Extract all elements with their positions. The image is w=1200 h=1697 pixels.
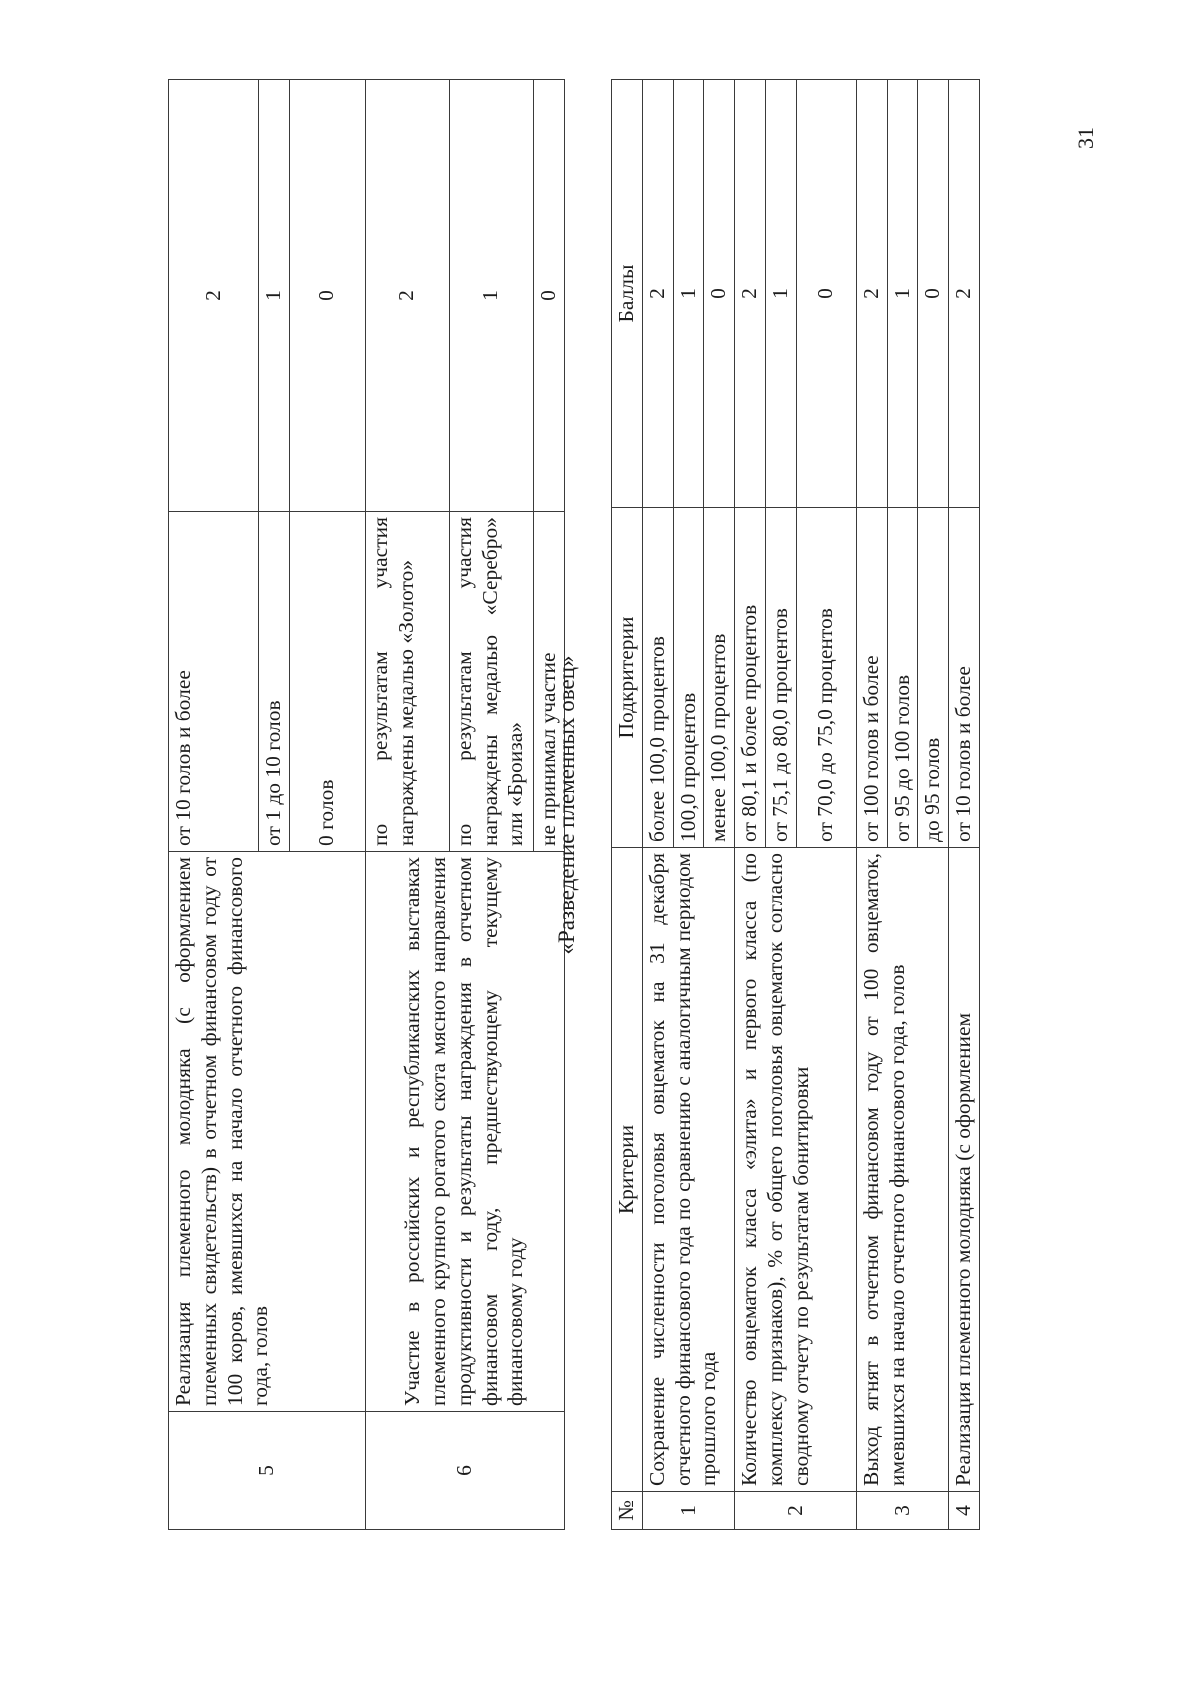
sheep-criteria-table (611, 79, 980, 1530)
criterion-text: Выход ягнят в отчетном финансовом году от 100 овцематок, имевшихся на начало отчетного финансового года, голов (856, 848, 948, 1492)
row-number: 5 (169, 1412, 366, 1530)
subcriterion-text: до 95 голов (918, 508, 949, 848)
row-number: 1 (642, 1492, 734, 1530)
score-value: 1 (449, 80, 533, 512)
rotated-page-content (168, 30, 1168, 1530)
score-value: 2 (642, 80, 673, 508)
criterion-text: Реализация племенного молодняка (с оформлением (949, 848, 980, 1492)
row-number: 4 (949, 1492, 980, 1530)
criterion-text: Участие в российских и республиканских выставках племенного крупного рогатого скота мясного направления продуктивности и результаты награждения в отчетном финансовом году, предшествующему текущему финансовому году (365, 852, 564, 1412)
score-value: 0 (533, 80, 564, 512)
page-number: 31 (1073, 127, 1098, 149)
row-number: 3 (856, 1492, 948, 1530)
row-number: 2 (735, 1492, 857, 1530)
subcriterion-text: от 95 до 100 голов (887, 508, 918, 848)
table-row (735, 80, 766, 1530)
criterion-text: Количество овцематок класса «элита» и первого класса (по комплексу признаков), % от общего поголовья овцематок согласно сводному отчету по результатам бонитировки (735, 848, 857, 1492)
cattle-criteria-table-continued (168, 79, 565, 1530)
subcriterion-text: 100,0 процентов (673, 508, 704, 848)
score-value: 2 (856, 80, 887, 508)
score-value: 1 (887, 80, 918, 508)
score-value: 0 (704, 80, 735, 508)
subcriterion-text: от 10 голов и более (169, 512, 259, 852)
subcriterion-text: 0 голов (289, 512, 365, 852)
table-row (856, 80, 887, 1530)
score-value: 0 (918, 80, 949, 508)
score-value: 0 (796, 80, 856, 508)
criterion-text: Реализация племенного молодняка (с оформлением племенных свидетельств) в отчетном финансовом году от 100 коров, имевшихся на начало отчетного финансового года, голов (169, 852, 366, 1412)
subcriterion-text: от 10 голов и более (949, 508, 980, 848)
subcriterion-text: от 75,1 до 80,0 процентов (765, 508, 796, 848)
score-value: 1 (259, 80, 290, 512)
subcriterion-text: от 100 голов и более (856, 508, 887, 848)
table-row (949, 80, 980, 1530)
row-number: 6 (365, 1412, 564, 1530)
table-header-row (612, 80, 643, 1530)
subcriterion-text: менее 100,0 процентов (704, 508, 735, 848)
criterion-text: Сохранение численности поголовья овцематок на 31 декабря отчетного финансового года по сравнению с аналогичным периодом прошлого года (642, 848, 734, 1492)
score-value: 2 (949, 80, 980, 508)
table-row (642, 80, 673, 1530)
score-value: 2 (735, 80, 766, 508)
subcriterion-text: от 1 до 10 голов (259, 512, 290, 852)
section-title: «Разведение племенных овец» (554, 655, 579, 955)
header-number: № (612, 1492, 643, 1530)
subcriterion-text: по результатам участия награждены медалью «Серебро» или «Броиза» (449, 512, 533, 852)
header-subcriteria: Подкритерии (612, 508, 643, 848)
subcriterion-text: по результатам участия награждены медалью «Золото» (365, 512, 449, 852)
subcriterion-text: более 100,0 процентов (642, 508, 673, 848)
subcriterion-text: от 70,0 до 75,0 процентов (796, 508, 856, 848)
header-score: Баллы (612, 80, 643, 508)
score-value: 2 (365, 80, 449, 512)
table-row (365, 80, 449, 1530)
score-value: 1 (673, 80, 704, 508)
header-criteria: Критерии (612, 848, 643, 1492)
table-row (169, 80, 259, 1530)
subcriterion-text: не принимал участие (533, 512, 564, 852)
subcriterion-text: от 80,1 и более процентов (735, 508, 766, 848)
score-value: 1 (765, 80, 796, 508)
score-value: 2 (169, 80, 259, 512)
score-value: 0 (289, 80, 365, 512)
